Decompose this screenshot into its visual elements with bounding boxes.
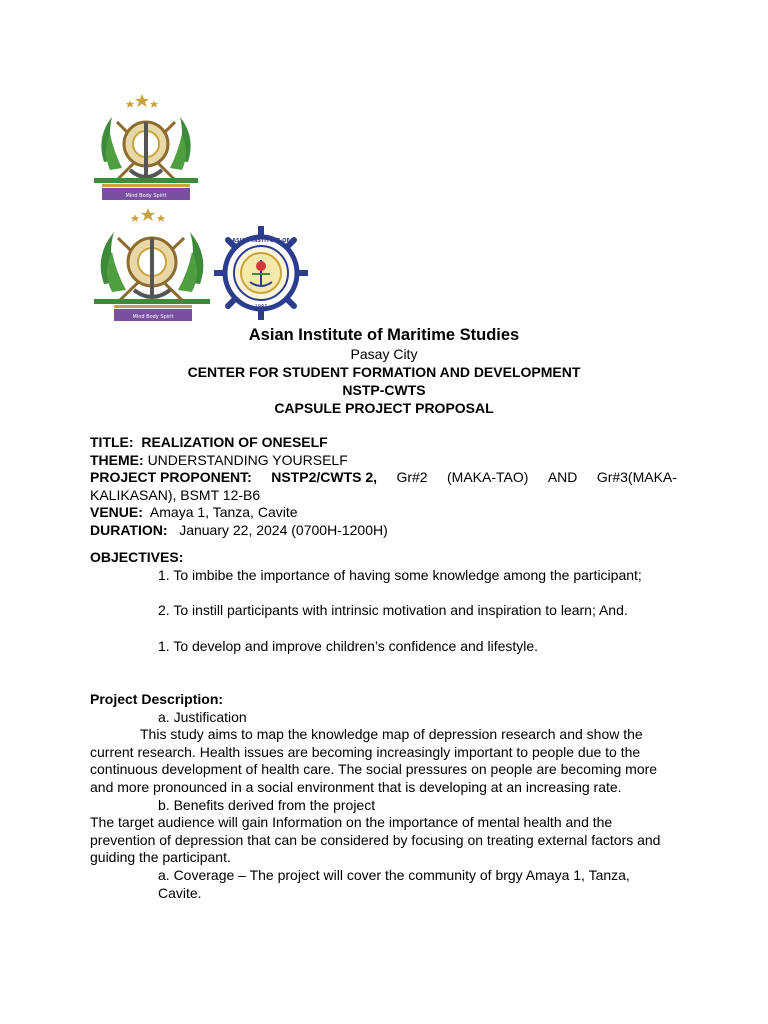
objectives-title: OBJECTIVES: — [90, 549, 184, 565]
svg-text:Mind Body Spirit: Mind Body Spirit — [125, 193, 167, 199]
document-header — [90, 325, 678, 417]
school-emblem-icon — [92, 206, 212, 324]
description-title: Project Description: — [90, 691, 224, 707]
justification-text: This study aims to map the knowledge map of depression research and show the current research. Health issues are becoming increasingly important to people due to the continuous development of health care. The social pressures on people are becoming more and more pronounced in a social environment that is developing at an increasing rate. — [90, 726, 658, 795]
proponent-label: PROJECT PROPONENT: — [90, 469, 252, 486]
maritime-seal-icon — [214, 226, 308, 320]
theme-label: THEME: — [90, 451, 144, 468]
document-type: CAPSULE PROJECT PROPOSAL — [274, 400, 494, 416]
duration-value: January 22, 2024 (0700H-1200H) — [179, 521, 388, 538]
objective-item: 1. To imbibe the importance of having some knowledge among the participant; — [158, 566, 642, 583]
title-row — [90, 434, 677, 452]
objective-item: 1. To develop and improve children’s confidence and lifestyle. — [158, 637, 539, 654]
project-description — [90, 691, 677, 902]
duration-label: DURATION: — [90, 521, 168, 538]
program-name: NSTP-CWTS — [342, 382, 426, 398]
theme-row — [90, 452, 677, 470]
venue-value: Amaya 1, Tanza, Cavite — [149, 504, 298, 521]
proponent-bold: NSTP2/CWTS 2, — [271, 469, 378, 486]
proponent-value-1: Gr#2 — [396, 469, 428, 486]
benefits-label: b. Benefits derived from the project — [158, 796, 376, 813]
venue-label: VENUE: — [90, 504, 143, 521]
organization-city: Pasay City — [350, 346, 418, 362]
school-emblem-icon — [92, 92, 200, 206]
center-name: CENTER FOR STUDENT FORMATION AND DEVELOPMENT — [187, 364, 581, 380]
proponent-value-4: Gr#3(MAKA- — [596, 469, 677, 486]
proponent-value-3: AND — [547, 469, 578, 486]
title-label: TITLE: — [90, 434, 134, 450]
duration-row — [90, 522, 677, 540]
organization-name: Asian Institute of Maritime Studies — [248, 326, 520, 344]
proposal-info — [90, 434, 677, 540]
seal-year: 1993 — [254, 304, 268, 310]
coverage-text: a. Coverage – The project will cover the community of brgy Amaya 1, Tanza, Cavite. — [158, 866, 630, 901]
objectives-section — [90, 549, 677, 655]
svg-text:ASIAN INSTITUTE OF: ASIAN INSTITUTE OF — [232, 238, 290, 244]
proponent-value-2: (MAKA-TAO) — [447, 469, 529, 486]
svg-text:Mind Body Spirit: Mind Body Spirit — [132, 314, 174, 320]
proponent-row — [90, 469, 677, 487]
objective-item: 2. To instill participants with intrinsic motivation and inspiration to learn; And. — [158, 602, 628, 619]
title-value: REALIZATION OF ONESELF — [141, 434, 328, 450]
venue-row — [90, 504, 677, 522]
proponent-row-2: KALIKASAN), BSMT 12-B6 — [90, 486, 261, 503]
theme-value: UNDERSTANDING YOURSELF — [147, 451, 348, 468]
justification-label: a. Justification — [158, 708, 247, 725]
benefits-text: The target audience will gain Information on the importance of mental health and the prevention of depression that can be considered by focusing on treating external factors and guiding the participant. — [90, 814, 661, 866]
